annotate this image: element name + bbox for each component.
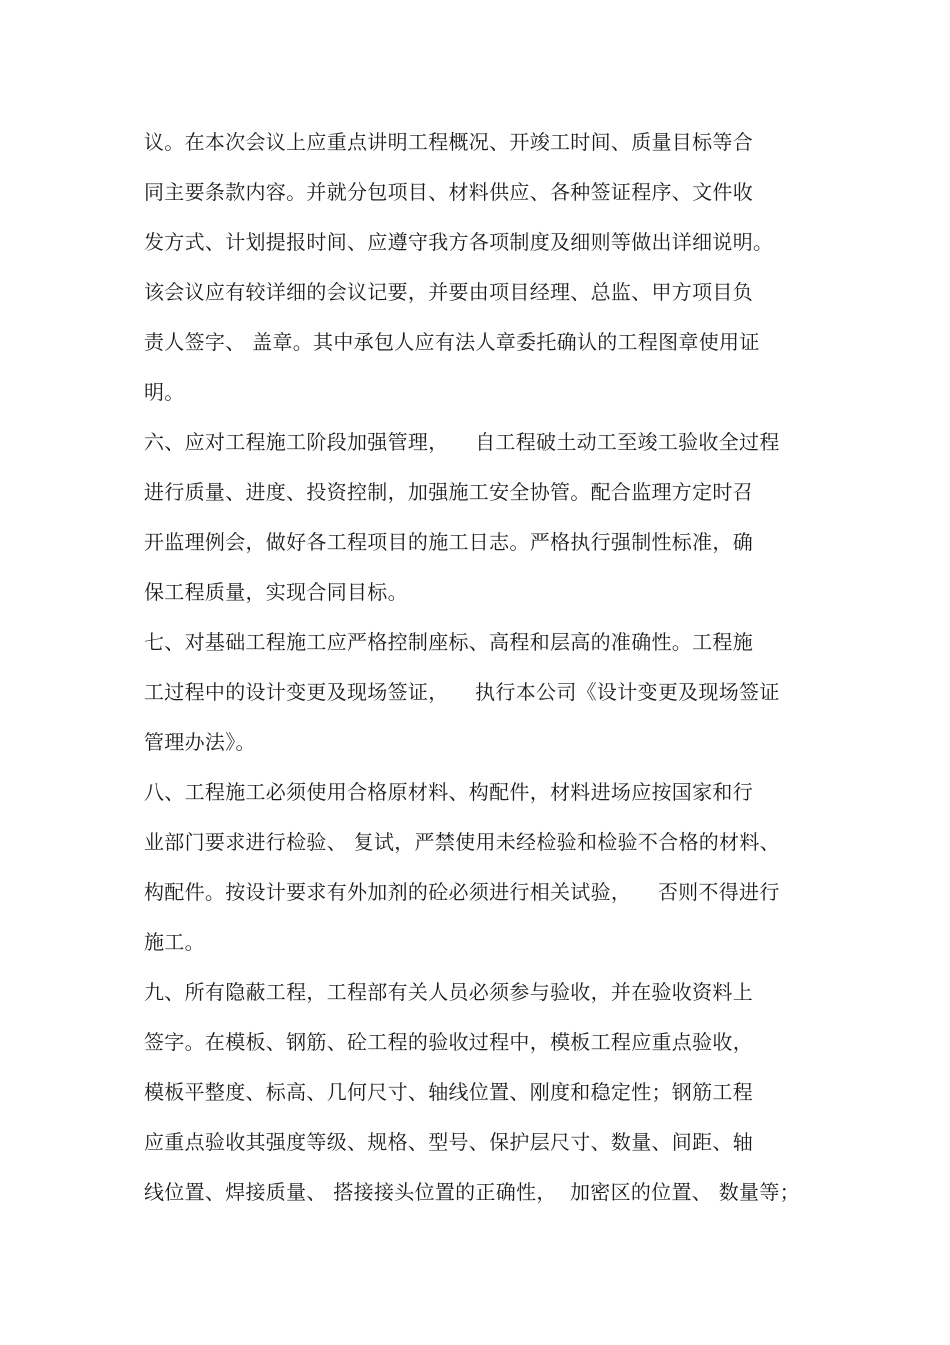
text-line: 签字。在模板、钢筋、砼工程的验收过程中，模板工程应重点验收，	[144, 1030, 753, 1054]
text-line: 构配件。按设计要求有外加剂的砼必须进行相关试验， 否则不得进行	[144, 880, 780, 904]
text-line: 明。	[144, 380, 185, 404]
text-line: 业部门要求进行检验、 复试，严禁使用未经检验和检验不合格的材料、	[144, 830, 780, 854]
section-heading-nine: 九、所有隐蔽工程，工程部有关人员必须参与验收，并在验收资料上	[144, 980, 753, 1004]
section-heading-eight: 八、工程施工必须使用合格原材料、构配件，材料进场应按国家和行	[144, 780, 753, 804]
text-line: 发方式、计划提报时间、应遵守我方各项制度及细则等做出详细说明。	[144, 230, 774, 254]
text-line: 应重点验收其强度等级、规格、型号、保护层尺寸、数量、间距、轴	[144, 1130, 753, 1154]
text-line: 同主要条款内容。并就分包项目、材料供应、各种签证程序、文件收	[144, 180, 753, 204]
section-heading-seven: 七、对基础工程施工应严格控制座标、高程和层高的准确性。工程施	[144, 630, 753, 654]
text-line: 工过程中的设计变更及现场签证， 执行本公司《设计变更及现场签证	[144, 680, 780, 704]
text-line: 模板平整度、标高、几何尺寸、轴线位置、刚度和稳定性；钢筋工程	[144, 1080, 753, 1104]
text-line: 施工。	[144, 930, 205, 954]
section-heading-six: 六、应对工程施工阶段加强管理， 自工程破土动工至竣工验收全过程	[144, 430, 780, 454]
text-line: 开监理例会，做好各工程项目的施工日志。严格执行强制性标准，确	[144, 530, 753, 554]
text-line: 保工程质量，实现合同目标。	[144, 580, 408, 604]
text-line: 责人签字、 盖章。其中承包人应有法人章委托确认的工程图章使用证	[144, 330, 760, 354]
text-line: 该会议应有较详细的会议记要，并要由项目经理、总监、甲方项目负	[144, 280, 753, 304]
text-line: 进行质量、进度、投资控制，加强施工安全协管。配合监理方定时召	[144, 480, 753, 504]
text-line: 管理办法》。	[144, 730, 256, 754]
text-line: 议。在本次会议上应重点讲明工程概况、开竣工时间、质量目标等合	[144, 130, 753, 154]
text-line: 线位置、焊接质量、 搭接接头位置的正确性， 加密区的位置、 数量等；	[144, 1180, 800, 1204]
